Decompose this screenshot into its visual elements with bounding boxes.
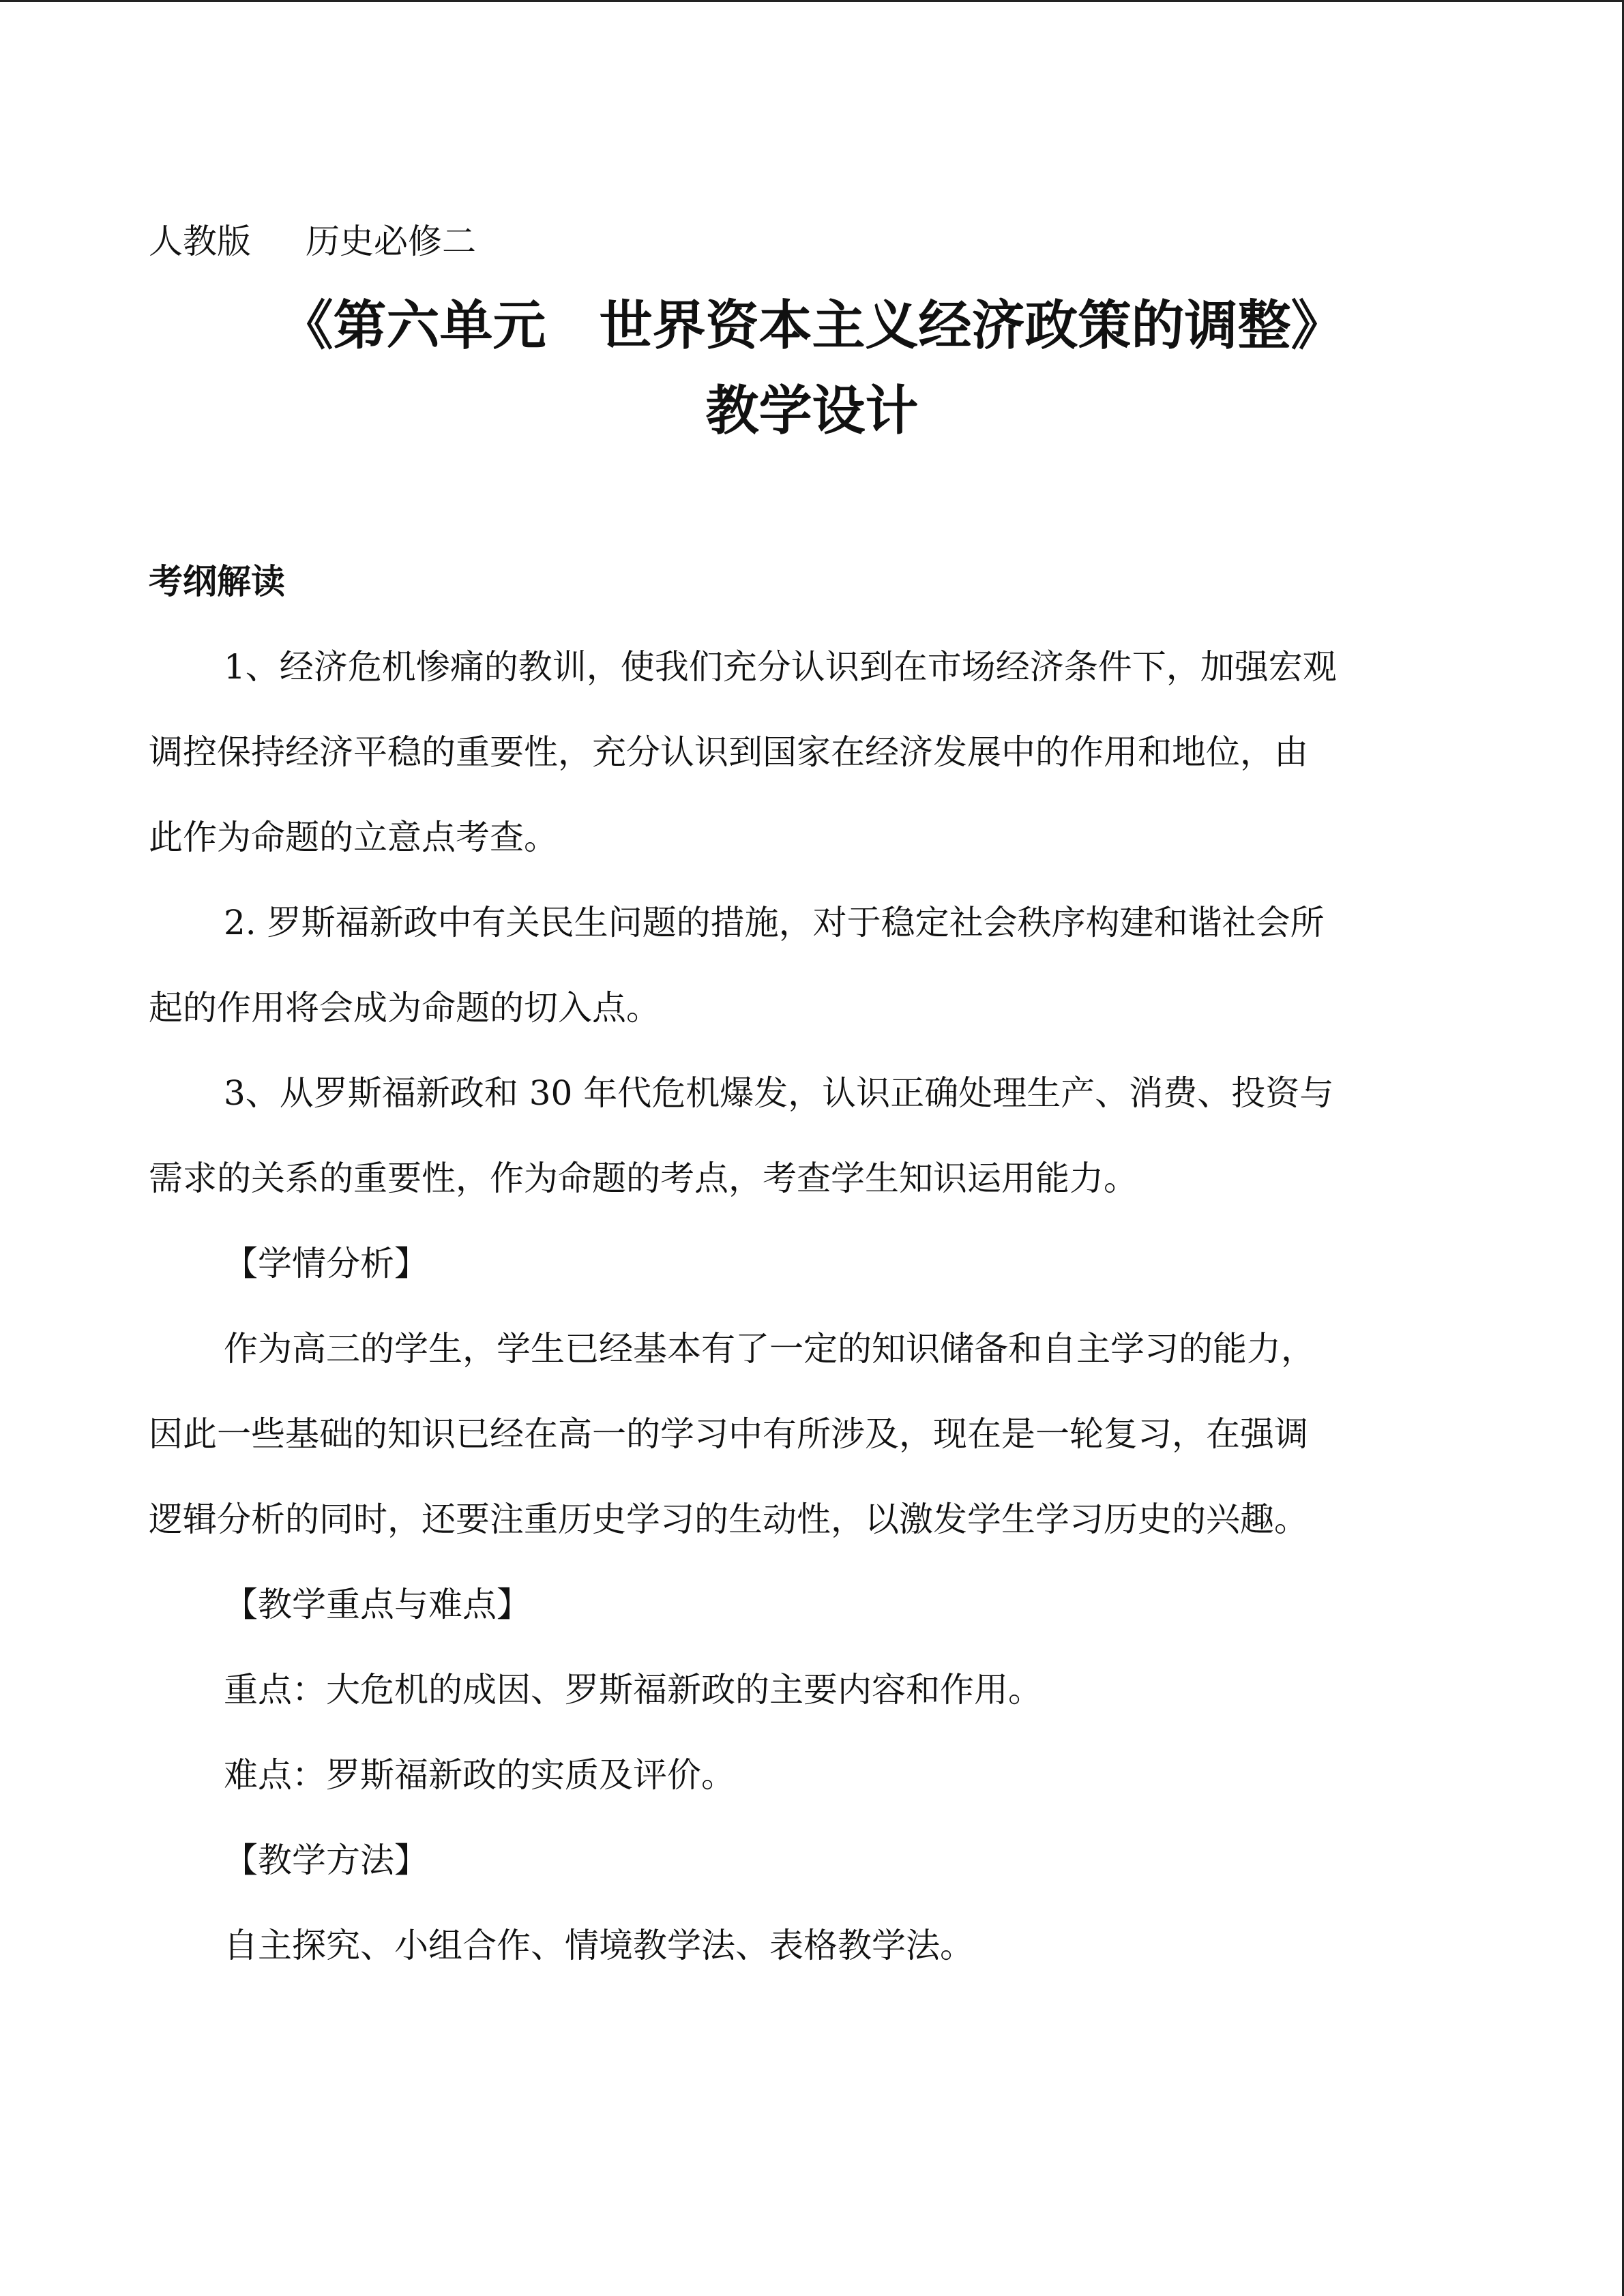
outline-p1-line3: 此作为命题的立意点考查。	[149, 818, 558, 857]
edition-header	[149, 218, 476, 265]
outline-p2-line1: 2. 罗斯福新政中有关民生问题的措施，对于稳定社会秩序构建和谐社会所	[224, 903, 1325, 942]
document-title-line1: 《第六单元 世界资本主义经济政策的调整》	[280, 295, 1344, 357]
outline-p1-line1: 1、经济危机惨痛的教训，使我们充分认识到在市场经济条件下，加强宏观	[224, 647, 1337, 687]
key-point-text: 重点：大危机的成因、罗斯福新政的主要内容和作用。	[224, 1670, 1042, 1710]
outline-p3-line1: 3、从罗斯福新政和 30 年代危机爆发，认识正确处理生产、消费、投资与	[224, 1073, 1334, 1113]
methods-text: 自主探究、小组合作、情境教学法、表格教学法。	[224, 1926, 974, 1965]
edition-label: 人教版	[149, 222, 251, 261]
course-label: 历史必修二	[306, 222, 476, 261]
outline-p3-line2: 需求的关系的重要性，作为命题的考点，考查学生知识运用能力。	[149, 1159, 1138, 1198]
exam-outline-heading: 考纲解读	[149, 562, 285, 601]
key-points-heading: 【教学重点与难点】	[224, 1585, 531, 1624]
student-analysis-line2: 因此一些基础的知识已经在高一的学习中有所涉及，现在是一轮复习，在强调	[149, 1414, 1308, 1454]
outline-p2-line2: 起的作用将会成为命题的切入点。	[149, 988, 660, 1028]
difficulty-text: 难点：罗斯福新政的实质及评价。	[224, 1755, 735, 1795]
methods-heading: 【教学方法】	[224, 1840, 428, 1880]
student-analysis-heading: 【学情分析】	[224, 1244, 428, 1283]
student-analysis-line3: 逻辑分析的同时，还要注重历史学习的生动性，以激发学生学习历史的兴趣。	[149, 1500, 1308, 1539]
outline-p1-line2: 调控保持经济平稳的重要性，充分认识到国家在经济发展中的作用和地位，由	[149, 732, 1308, 772]
document-title-line2: 教学设计	[705, 381, 919, 442]
student-analysis-line1: 作为高三的学生，学生已经基本有了一定的知识储备和自主学习的能力，	[224, 1329, 1315, 1369]
